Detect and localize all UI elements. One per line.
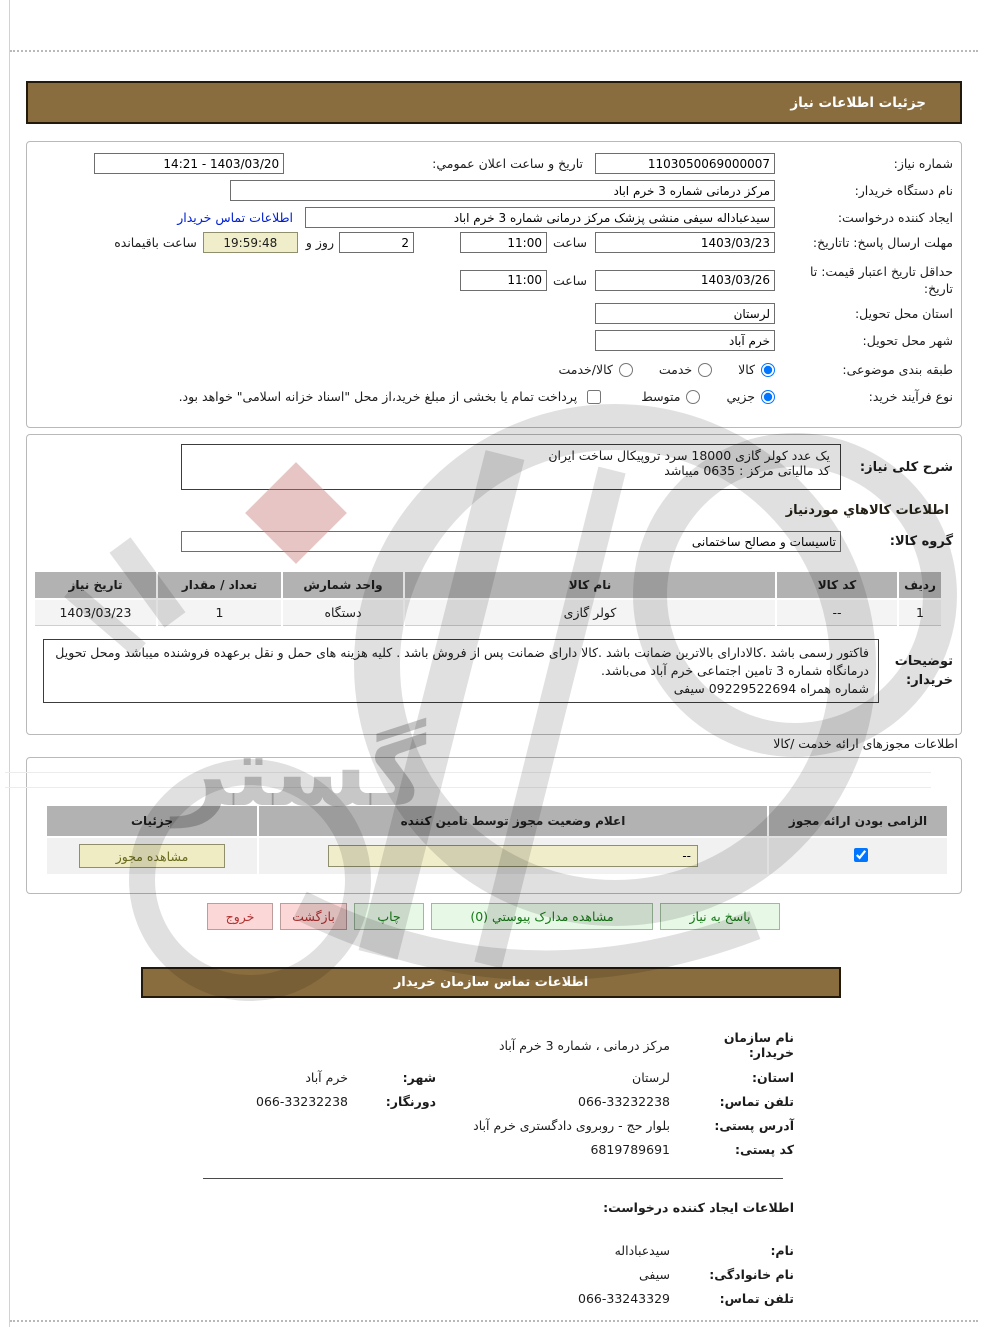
process-partial-radio[interactable] — [761, 390, 775, 404]
goods-group-field[interactable] — [181, 531, 841, 552]
contact-divider — [203, 1178, 783, 1179]
classification-goods-radio[interactable] — [761, 363, 775, 377]
goods-col-qty: تعداد / مقدار — [158, 572, 281, 598]
deadline-date-field[interactable] — [595, 232, 775, 253]
respond-button[interactable]: پاسخ به نیاز — [660, 903, 780, 930]
license-gridline — [5, 772, 931, 773]
license-col-required: الزامی بودن ارائه مجوز — [769, 806, 947, 836]
exit-button[interactable]: خروج — [207, 903, 273, 930]
buyer-device-label: نام دستگاه خریدار: — [854, 183, 953, 198]
contact-address-label: آدرس پستی: — [714, 1118, 794, 1133]
license-panel — [26, 757, 962, 894]
contact-city-value: خرم آباد — [305, 1070, 348, 1085]
contact-fax-label: دورنگار: — [385, 1094, 436, 1109]
need-number-label: شماره نیاز: — [893, 156, 953, 171]
license-status-field[interactable] — [328, 845, 698, 867]
creator-phone-label: تلفن تماس: — [719, 1291, 794, 1306]
contact-province-value: لرستان — [632, 1070, 670, 1085]
contact-phone-label: تلفن تماس: — [719, 1094, 794, 1109]
deadline-hour-label: ساعت — [552, 235, 587, 250]
need-number-field[interactable] — [595, 153, 775, 174]
creator-block — [141, 1200, 841, 1315]
classification-goods-option[interactable] — [738, 362, 775, 377]
goods-cell-code: -- — [777, 600, 897, 626]
process-medium-option[interactable] — [641, 389, 700, 404]
contact-province-label: استان: — [751, 1070, 794, 1085]
action-buttons — [26, 903, 962, 930]
goods-col-date: تاریخ نیاز — [35, 572, 156, 598]
license-section-heading: اطلاعات مجوزهای ارائه خدمت /کالا — [773, 736, 958, 751]
view-license-button[interactable]: مشاهده مجوز — [79, 844, 225, 868]
buyer-notes-label: توضیحات خریدار: — [894, 653, 953, 689]
process-partial-option[interactable] — [726, 389, 775, 404]
process-partial-text: جزیي — [726, 389, 755, 404]
validity-time-field[interactable] — [460, 270, 547, 291]
request-creator-field[interactable] — [305, 207, 775, 228]
creator-phone-value: 066-33243329 — [578, 1291, 670, 1306]
view-attachments-button[interactable]: مشاهده مدارک پیوستي (0) — [431, 903, 653, 930]
goods-col-unit: واحد شمارش — [283, 572, 403, 598]
goods-table-row — [35, 600, 941, 626]
process-medium-text: متوسط — [641, 389, 681, 404]
goods-col-code: کد کالا — [777, 572, 897, 598]
creator-family-label: نام خانوادگی: — [709, 1267, 794, 1282]
classification-label: طبقه بندی موضوعی: — [842, 362, 953, 377]
classification-both-radio[interactable] — [619, 363, 633, 377]
org-name-label: نام سازمان خریدار: — [723, 1030, 794, 1060]
print-button[interactable]: چاپ — [354, 903, 424, 930]
watermark-text: گستر — [173, 716, 427, 828]
goods-cell-date: 1403/03/23 — [35, 600, 156, 626]
treasury-checkbox[interactable] — [587, 390, 601, 404]
response-deadline-label: مهلت ارسال پاسخ: تاتاریخ: — [812, 235, 953, 250]
process-type-label: نوع فرآیند خرید: — [868, 389, 953, 404]
remaining-suffix-label: ساعت باقیمانده — [114, 235, 197, 250]
goods-table — [33, 570, 943, 628]
license-table — [45, 804, 949, 876]
delivery-city-field[interactable] — [595, 330, 775, 351]
request-creator-label: ایجاد کننده درخواست: — [837, 210, 953, 225]
creator-name-value: سیدعباداله — [614, 1243, 670, 1258]
bottom-divider — [10, 1320, 978, 1322]
goods-info-heading: اطلاعات کالاهاي موردنیاز — [785, 503, 949, 518]
classification-both-text: کالا/خدمت — [558, 362, 613, 377]
license-table-row — [47, 838, 947, 874]
need-description-box[interactable] — [181, 444, 841, 490]
license-gridline — [5, 787, 931, 788]
back-button[interactable]: بازگشت — [280, 903, 347, 930]
contact-city-label: شهر: — [402, 1070, 436, 1085]
contact-postal-label: کد پستی: — [734, 1142, 794, 1157]
contact-phone-value: 066-33232238 — [578, 1094, 670, 1109]
classification-service-radio[interactable] — [698, 363, 712, 377]
remaining-days-field[interactable] — [339, 232, 414, 253]
classification-service-option[interactable] — [659, 362, 712, 377]
org-name-value: مرکز درمانی ، شماره 3 خرم آباد — [498, 1037, 670, 1053]
buyer-contact-link[interactable]: اطلاعات تماس خریدار — [177, 210, 293, 225]
buyer-notes-text: فاکتور رسمی باشد .کالاداراى بالاترین ضمانت باشد .کالا داراى ضمانت پس از فروش باشد . کلیه هزینه هاى حمل و نقل برعهده فروشنده میباشد ومحل تحویل درمانگاه شماره 3 تامین اجتماعی خرم آباد می‌باشد. — [55, 645, 869, 679]
delivery-province-label: استان محل تحویل: — [854, 306, 953, 321]
license-table-header-row — [47, 806, 947, 836]
countdown-timer: 19:59:48 — [203, 232, 298, 253]
classification-service-text: خدمت — [658, 362, 693, 377]
announce-datetime-field[interactable] — [94, 153, 284, 174]
validity-hour-label: ساعت — [552, 272, 587, 288]
goods-col-name: نام کالا — [405, 572, 775, 598]
creator-family-value: سیفی — [639, 1267, 670, 1282]
classification-goods-text: کالا — [738, 362, 755, 377]
goods-cell-row: 1 — [899, 600, 941, 626]
need-description-line1: یک عدد کولر گازی 18000 سرد تروپیکال ساخت ایران — [548, 448, 830, 463]
need-description-line2: کد مالیاتی مرکز : 0635 میباشد — [664, 463, 830, 478]
goods-info-panel — [26, 434, 962, 735]
need-description-label: شرح کلی نیاز: — [859, 459, 953, 475]
left-edge-line — [9, 0, 10, 1327]
delivery-province-field[interactable] — [595, 303, 775, 324]
goods-cell-qty: 1 — [158, 600, 281, 626]
goods-table-header-row — [35, 572, 941, 598]
delivery-city-label: شهر محل تحویل: — [862, 333, 953, 348]
buyer-notes-phone: شماره همراه 09229522694 سیفی — [673, 681, 869, 697]
classification-both-option[interactable] — [558, 362, 632, 377]
license-required-checkbox[interactable] — [854, 848, 868, 862]
creator-name-label: نام: — [770, 1243, 794, 1258]
page-title: جزئیات اطلاعات نیاز — [790, 94, 926, 111]
contact-section-title: اطلاعات تماس سازمان خریدار — [393, 975, 589, 990]
contact-section-bar — [141, 967, 841, 998]
contact-block — [141, 1030, 841, 1166]
top-divider — [10, 50, 978, 52]
creator-heading: اطلاعات ایجاد کننده درخواست: — [603, 1200, 794, 1215]
process-medium-radio[interactable] — [686, 390, 700, 404]
treasury-label: پرداخت تمام یا بخشی از مبلغ خرید،از محل "اسناد خزانه اسلامی" خواهد بود. — [178, 389, 578, 404]
goods-cell-unit: دستگاه — [283, 600, 403, 626]
contact-fax-value: 066-33232238 — [256, 1094, 348, 1109]
goods-group-label: گروه کالا: — [889, 534, 953, 549]
announce-datetime-label: تاریخ و ساعت اعلان عمومي: — [432, 156, 583, 171]
need-details-panel — [26, 141, 962, 428]
buyer-device-field[interactable] — [230, 180, 775, 201]
deadline-time-field[interactable] — [460, 232, 547, 253]
buyer-notes-box[interactable] — [43, 639, 879, 703]
price-validity-label: حداقل تاریخ اعتبار قیمت: تا تاریخ: — [809, 263, 953, 296]
contact-postal-value: 6819789691 — [590, 1142, 670, 1157]
license-col-details: جزئیات — [47, 806, 257, 836]
days-suffix-label: روز و — [305, 235, 334, 250]
validity-date-field[interactable] — [595, 270, 775, 291]
page-title-bar — [26, 81, 962, 124]
goods-col-row: ردیف — [899, 572, 941, 598]
license-col-status: اعلام وضعیت مجوز توسط تامین کننده — [259, 806, 767, 836]
contact-address-value: بلوار حج - روبروی دادگستری خرم آباد — [473, 1118, 670, 1133]
goods-cell-name: کولر گازی — [405, 600, 775, 626]
